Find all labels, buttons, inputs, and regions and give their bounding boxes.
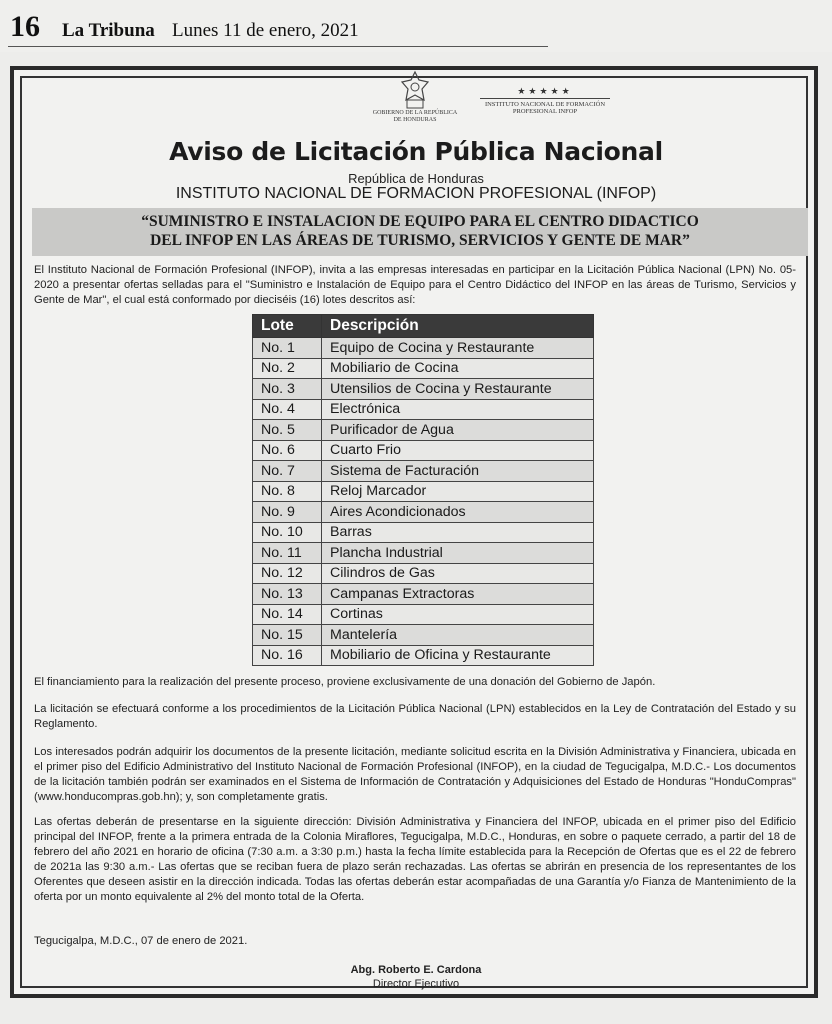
- lote-cell: No. 6: [253, 440, 322, 461]
- table-row: [253, 604, 594, 625]
- intro-paragraph: El Instituto Nacional de Formación Profesional (INFOP), invita a las empresas interesadas en participar en la Licitación Pública Nacional (LPN) No. 05-2020 a presentar ofertas selladas para el "Suministro e Instalación de Equipo para el Centro Didáctico del INFOP en las áreas de Turismo, Servicios y Gente de Mar", el cual está conformado por dieciséis (16) lotes descritos así:: [34, 264, 796, 306]
- documents-paragraph: Los interesados podrán adquirir los documentos de la presente licitación, mediante solicitud escrita en la División Administrativa y Financiera, ubicada en el primer piso del Edificio Administrativo del Instituto Nacional de Formación Profesional (INFOP), en la ciudad de Tegucigalpa, M.D.C.- Los documentos de la licitación también podrán ser examinados en el Sistema de Información de Contratación y Adquisiciones del Estado de Honduras "HonduCompras" (www.honducompras.gob.hn); y, son completamente gratis.: [34, 746, 796, 803]
- lots-table: [252, 314, 594, 666]
- infop-logo-text: INSTITUTO NACIONAL DE FORMACIÓN PROFESIONAL INFOP: [484, 101, 606, 115]
- description-cell: Reloj Marcador: [322, 481, 594, 502]
- description-cell: Cortinas: [322, 604, 594, 625]
- lote-cell: No. 11: [253, 543, 322, 564]
- table-row: [253, 481, 594, 502]
- lote-cell: No. 12: [253, 563, 322, 584]
- table-row: [253, 440, 594, 461]
- table-row: [253, 420, 594, 441]
- table-row: [253, 358, 594, 379]
- financing-paragraph: El financiamiento para la realización del presente proceso, proviene exclusivamente de una donación del Gobierno de Japón.: [34, 676, 656, 688]
- lote-cell: No. 16: [253, 645, 322, 666]
- table-row: [253, 522, 594, 543]
- lote-cell: No. 10: [253, 522, 322, 543]
- description-column-header: Descripción: [322, 315, 594, 338]
- publication-name: La Tribuna: [62, 20, 155, 41]
- description-cell: Utensilios de Cocina y Restaurante: [322, 379, 594, 400]
- header-rule: [8, 46, 548, 47]
- table-row: [253, 461, 594, 482]
- description-cell: Mobiliario de Cocina: [322, 358, 594, 379]
- page-number: 16: [10, 10, 40, 43]
- honduras-seal-icon: [398, 70, 432, 110]
- infop-logo: [480, 86, 610, 115]
- description-cell: Plancha Industrial: [322, 543, 594, 564]
- lote-cell: No. 2: [253, 358, 322, 379]
- project-banner: [32, 208, 808, 256]
- banner-line-1: “SUMINISTRO E INSTALACION DE EQUIPO PARA EL CENTRO DIDACTICO: [141, 213, 699, 230]
- offers-paragraph: Las ofertas deberán de presentarse en la siguiente dirección: División Administrativa y Financiera del INFOP, ubicada en el primer piso del Edificio principal del INFOP, frente a la primera entrada de la Colonia Miraflores, Tegucigalpa, M.D.C., Honduras, en sobre o paquete cerrado, a partir del 18 de febrero del año 2021 en horario de oficina (7:30 a.m. a 3:30 p.m.) hasta la fecha límite establecida para la Recepción de Ofertas que es el 22 de febrero de 2021a las 9:30 a.m.- Las ofertas que se reciban fuera de plazo serán rechazadas. Las ofertas se abrirán en presencia de los representantes de los Oferentes que deseen asistir en la dirección indicada. Todas las ofertas deberán estar acompañadas de una Garantía y/o Fianza de Mantenimiento de la oferta por un monto equivalente al 2% del monto total de la Oferta.: [34, 816, 796, 903]
- publication-date: Lunes 11 de enero, 2021: [172, 20, 359, 41]
- lote-cell: No. 15: [253, 625, 322, 646]
- infop-stars-icon: ★★★★★: [517, 86, 573, 96]
- description-cell: Campanas Extractoras: [322, 584, 594, 605]
- lote-cell: No. 7: [253, 461, 322, 482]
- place-date: Tegucigalpa, M.D.C., 07 de enero de 2021.: [34, 935, 248, 947]
- signatory-name: Abg. Roberto E. Cardona: [350, 964, 482, 976]
- description-cell: Cuarto Frio: [322, 440, 594, 461]
- description-cell: Barras: [322, 522, 594, 543]
- infop-logo-rule: [480, 98, 610, 99]
- lote-column-header: Lote: [253, 315, 322, 338]
- lote-cell: No. 1: [253, 338, 322, 359]
- government-logo: [370, 70, 460, 124]
- lote-cell: No. 9: [253, 502, 322, 523]
- description-cell: Mantelería: [322, 625, 594, 646]
- table-row: [253, 338, 594, 359]
- table-row: [253, 502, 594, 523]
- description-cell: Mobiliario de Oficina y Restaurante: [322, 645, 594, 666]
- lote-cell: No. 4: [253, 399, 322, 420]
- description-cell: Cilindros de Gas: [322, 563, 594, 584]
- banner-line-2: DEL INFOP EN LAS ÁREAS DE TURISMO, SERVICIOS Y GENTE DE MAR”: [150, 232, 690, 249]
- table-row: [253, 543, 594, 564]
- government-logo-text: GOBIERNO DE LA REPÚBLICA DE HONDURAS: [372, 110, 458, 123]
- lote-cell: No. 3: [253, 379, 322, 400]
- table-row: [253, 399, 594, 420]
- description-cell: Sistema de Facturación: [322, 461, 594, 482]
- lote-cell: No. 14: [253, 604, 322, 625]
- table-row: [253, 625, 594, 646]
- procedure-paragraph: La licitación se efectuará conforme a los procedimientos de la Licitación Pública Nacional (LPN) establecidos en la Ley de Contratación del Estado y su Reglamento.: [34, 703, 796, 730]
- table-row: [253, 379, 594, 400]
- logo-area: [370, 70, 620, 140]
- notice-subtitle: República de Honduras: [348, 171, 484, 186]
- table-row: [253, 563, 594, 584]
- notice-title: Aviso de Licitación Pública Nacional: [169, 137, 663, 166]
- description-cell: Electrónica: [322, 399, 594, 420]
- description-cell: Purificador de Agua: [322, 420, 594, 441]
- lote-cell: No. 8: [253, 481, 322, 502]
- description-cell: Equipo de Cocina y Restaurante: [322, 338, 594, 359]
- signatory-role: Director Ejecutivo: [372, 978, 460, 990]
- organization-name: INSTITUTO NACIONAL DE FORMACION PROFESIONAL (INFOP): [175, 185, 657, 202]
- description-cell: Aires Acondicionados: [322, 502, 594, 523]
- table-row: [253, 645, 594, 666]
- lots-table-header: [253, 315, 594, 338]
- lote-cell: No. 5: [253, 420, 322, 441]
- table-row: [253, 584, 594, 605]
- lote-cell: No. 13: [253, 584, 322, 605]
